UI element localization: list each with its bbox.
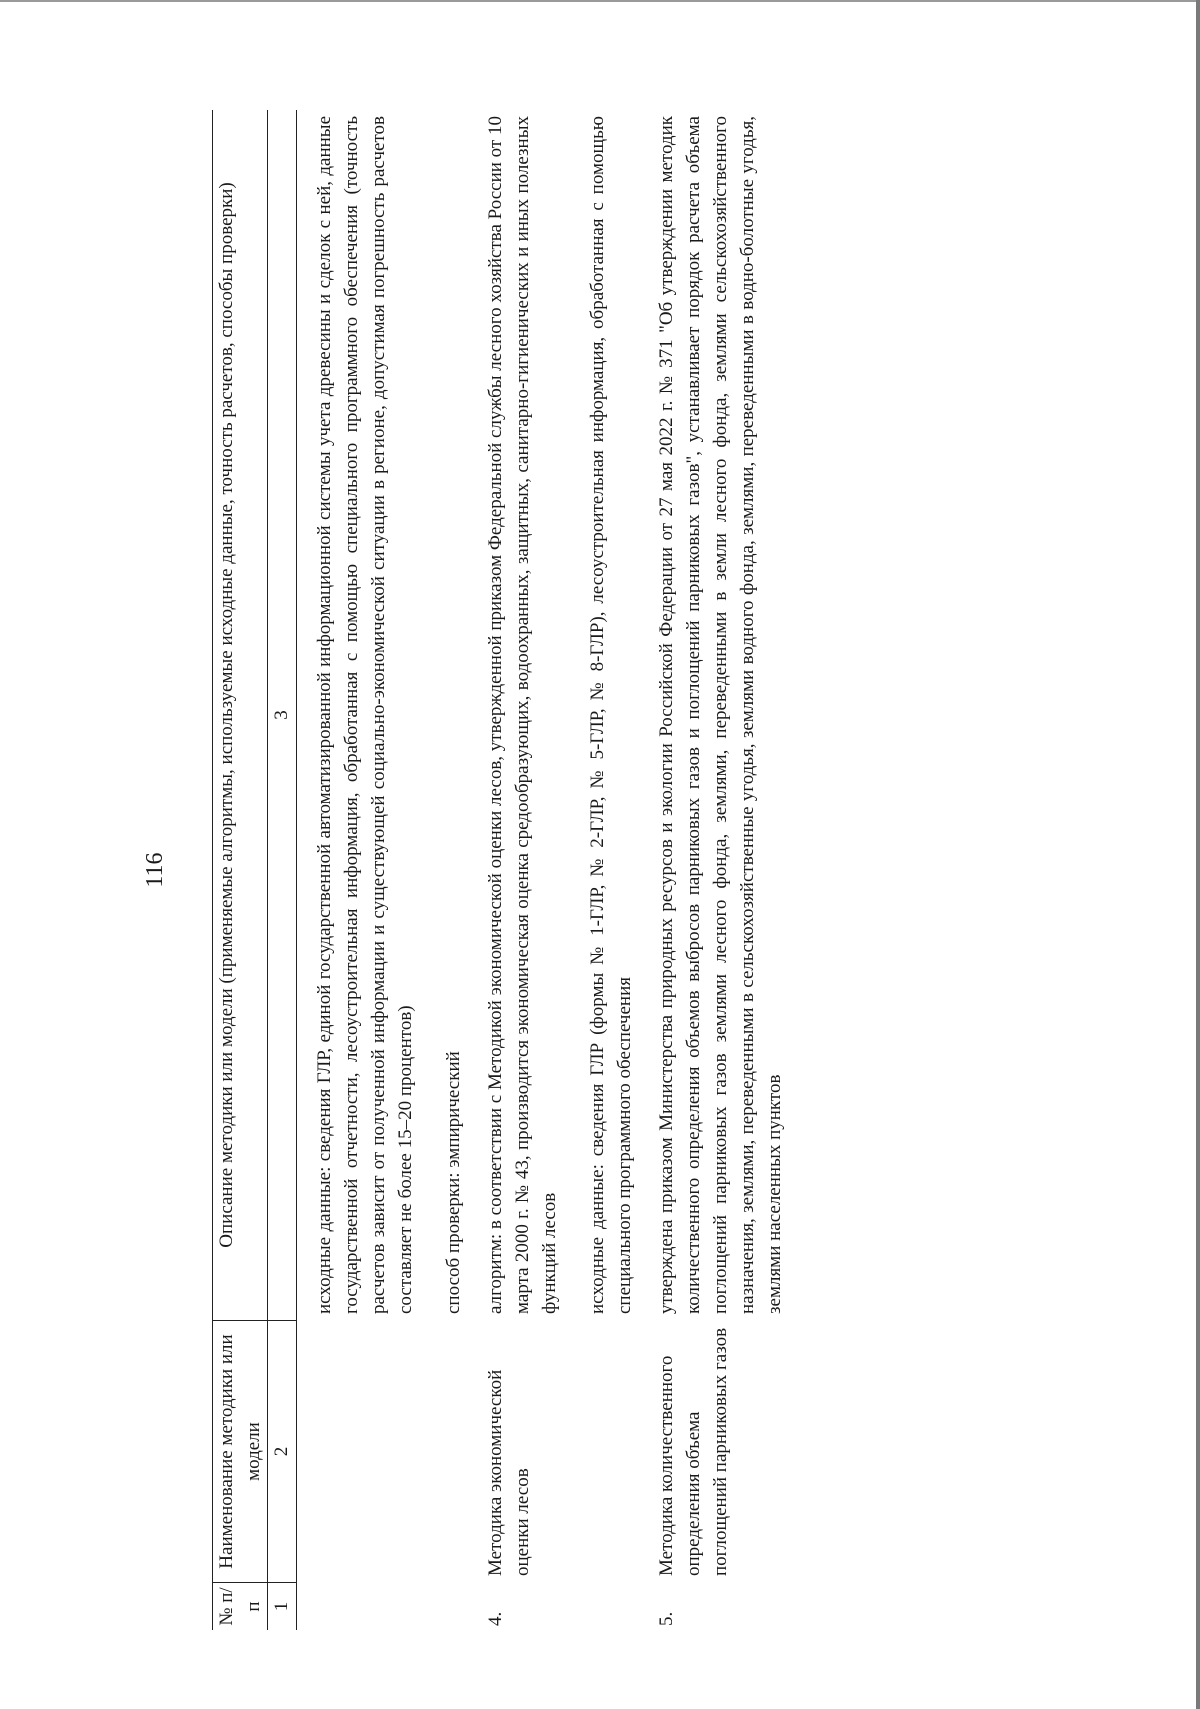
scan-right-edge	[1196, 0, 1200, 1709]
method-description	[311, 110, 468, 1320]
description-paragraph: способ проверки: эмпирический	[443, 1051, 465, 1314]
table-row	[311, 110, 468, 1630]
method-name: Методика количественного определения объема поглощений парниковых газов	[655, 1327, 732, 1576]
method-name: Методика экономической оценки лесов	[484, 1369, 533, 1576]
description-paragraph: исходные данные: сведения ГЛР (формы № 1-ГЛР, № 2-ГЛР, № 5-ГЛР, № 8-ГЛР), лесоустроительная информация, обработанная с помощью специального программного обеспечения	[587, 116, 636, 1314]
description-paragraph: утверждена приказом Министерства природных ресурсов и экологии Российской Федерации от 27 мая 2022 г. № 371 "Об утверждении методик количественного определения объемов выбросов парниковых газов и поглощений парниковых газов", устанавливает порядок расчета объема поглощений парниковых газов землями лесного фонда, землями, переведенными в земли лесного фонда, землями сельскохозяйственного назначения, землями, переведенными в сельскохозяйственные угодья, землями водного фонда, землями, переведенными в водно-болотные угодья, землями населенных пунктов	[655, 116, 786, 1314]
rotated-page	[140, 110, 1140, 1630]
method-name	[311, 1320, 468, 1582]
method-description	[653, 110, 789, 1320]
methods-table	[212, 110, 789, 1630]
row-number: 4.	[484, 1611, 506, 1626]
header-name-cell: Наименование методики или модели	[213, 1320, 267, 1582]
column-numbers-row	[267, 110, 296, 1630]
row-number: 5.	[655, 1611, 677, 1626]
description-paragraph: исходные данные: сведения ГЛР, единой государственной автоматизированной информационной системы учета древесины и сделок с ней, данные государственной отчетности, лесоустроительная информация, обработанная с помощью специального программного обеспечения (точность расчетов зависит от полученной информации и существующей социально-экономической ситуации в регионе, допустимая погрешность расчетов составляет не более 15–20 процентов)	[313, 116, 417, 1314]
method-description	[482, 110, 639, 1320]
header-number-cell: № п/п	[213, 1582, 267, 1630]
scan-top-edge	[0, 0, 1200, 2]
table-header	[212, 110, 267, 1630]
header-description-cell: Описание методики или модели (применяемые алгоритмы, используемые исходные данные, точность расчетов, способы проверки)	[216, 182, 237, 1248]
table-row	[482, 110, 639, 1630]
description-paragraph: алгоритм: в соответствии с Методикой экономической оценки лесов, утвержденной приказом Федеральной службы лесного хозяйства России от 10 марта 2000 г. № 43, производится экономическая оценка средообразующих, водоохранных, защитных, санитарно-гигиенических и иных полезных функций лесов	[484, 116, 561, 1314]
table-row	[653, 110, 789, 1630]
page-number: 116	[142, 852, 168, 888]
column-number-3: 3	[271, 710, 293, 720]
column-number-2: 2	[268, 1320, 295, 1582]
column-number-1: 1	[268, 1582, 295, 1630]
row-number	[311, 1582, 468, 1630]
